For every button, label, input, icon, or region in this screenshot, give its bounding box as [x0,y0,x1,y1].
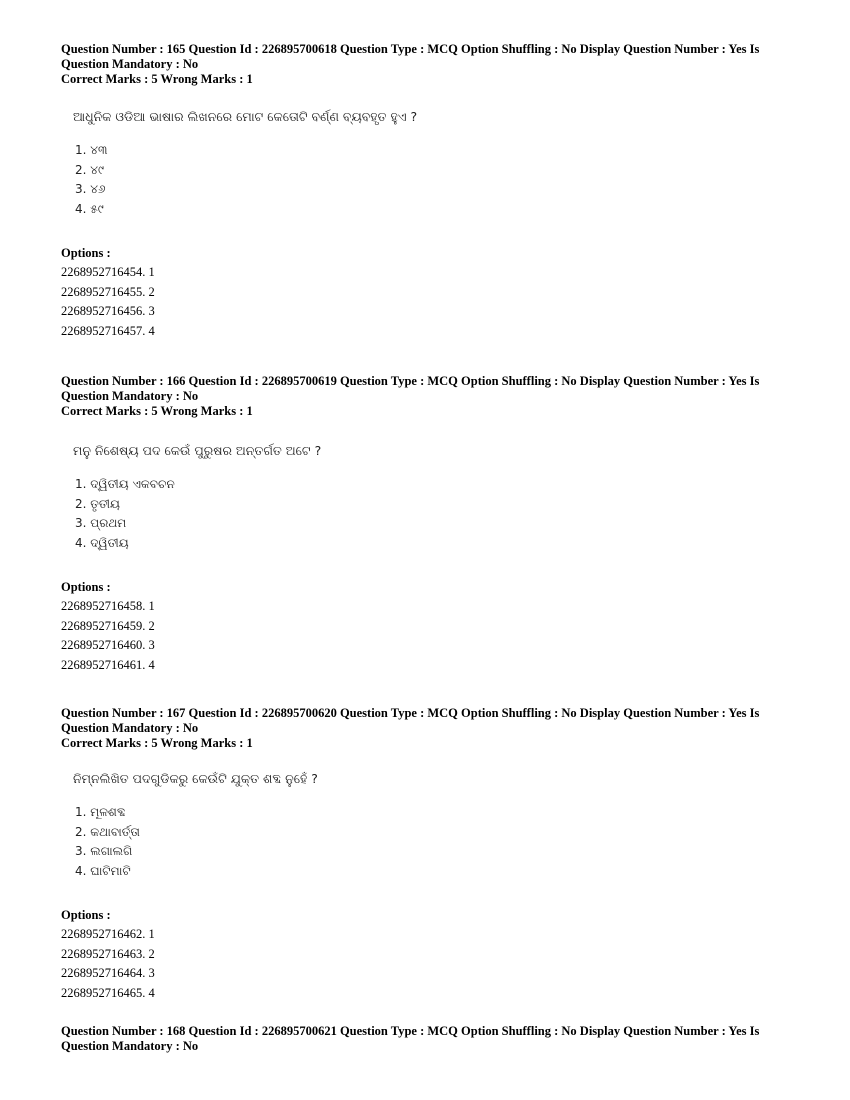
option-id-item: 2268952716464. 3 [61,966,155,980]
question-block [61,1024,796,1054]
marks-line: Correct Marks : 5 Wrong Marks : 1 [61,72,253,86]
options-heading: Options : [61,908,111,922]
option-id-item: 2268952716457. 4 [61,323,155,338]
question-mandatory: Question Mandatory : No [61,1039,199,1053]
question-header: Question Number : 166 Question Id : 226895700619 Question Type : MCQ Option Shuffling : No Display Question Number : Yes Is [61,374,760,388]
choice-item: 4. ଘାଟିମାଟି [75,863,131,878]
question-block [61,42,796,341]
option-id-list [61,597,796,675]
choice-item: 1. ମୂଳଶବ୍ଦ [75,805,126,819]
option-id-item: 2268952716462. 1 [61,927,155,941]
option-id-item: 2268952716454. 1 [61,265,155,279]
choice-item: 2. କଥାବାର୍ତ୍ତା [75,824,140,839]
choice-item: 1. ଦ୍ୱିତୀୟ ଏକବଚନ [75,477,175,491]
question-header: Question Number : 168 Question Id : 226895700621 Question Type : MCQ Option Shuffling : No Display Question Number : Yes Is [61,1024,760,1038]
option-id-item: 2268952716459. 2 [61,618,155,633]
option-id-item: 2268952716455. 2 [61,284,155,299]
marks-line: Correct Marks : 5 Wrong Marks : 1 [61,404,253,418]
choice-list [75,141,796,219]
question-text: ନିମ୍ନଲିଖିତ ପଦଗୁଡିକରୁ କେଉଁଟି ଯୁକ୍ତ ଶବ୍ଦ ନୁହେଁ ? [73,771,318,786]
option-id-item: 2268952716461. 4 [61,657,155,672]
choice-item: 3. ୪୬ [75,182,106,196]
question-mandatory: Question Mandatory : No [61,57,199,71]
choice-list [75,803,796,881]
choice-item: 4. ଦ୍ୱିତୀୟ [75,535,129,550]
question-text: ଆଧୁନିକ ଓଡିଆ ଭାଷାର ଲିଖନରେ ମୋଟ କେତୋଟି ବର୍ଣ୍ଣ ବ୍ୟବହୃତ ହୁଏ ? [73,109,418,124]
choice-item: 2. ୪୯ [75,162,104,177]
option-id-item: 2268952716463. 2 [61,946,155,961]
options-heading: Options : [61,246,111,260]
question-block [61,374,796,675]
question-mandatory: Question Mandatory : No [61,389,199,403]
question-header: Question Number : 165 Question Id : 226895700618 Question Type : MCQ Option Shuffling : No Display Question Number : Yes Is [61,42,760,56]
option-id-item: 2268952716465. 4 [61,985,155,1000]
option-id-list [61,263,796,341]
option-id-list [61,925,796,1003]
choice-item: 2. ତୃତୀୟ [75,496,120,511]
question-header: Question Number : 167 Question Id : 226895700620 Question Type : MCQ Option Shuffling : No Display Question Number : Yes Is [61,706,760,720]
choice-item: 1. ୪୩ [75,143,108,157]
question-mandatory: Question Mandatory : No [61,721,199,735]
choice-item: 3. ପ୍ରଥମ [75,516,127,530]
option-id-item: 2268952716458. 1 [61,599,155,613]
choice-list [75,475,796,553]
choice-item: 4. ୫୯ [75,201,104,216]
option-id-item: 2268952716460. 3 [61,638,155,652]
question-text: ମନୁ ନିଶେଷ୍ୟ ପଦ କେଉଁ ପୁରୁଷର ଅନ୍ତର୍ଗତ ଅଟେ ? [73,443,322,458]
marks-line: Correct Marks : 5 Wrong Marks : 1 [61,736,253,750]
choice-item: 3. ଲଗାଲଗି [75,844,133,858]
option-id-item: 2268952716456. 3 [61,304,155,318]
options-heading: Options : [61,580,111,594]
question-block [61,706,796,1003]
